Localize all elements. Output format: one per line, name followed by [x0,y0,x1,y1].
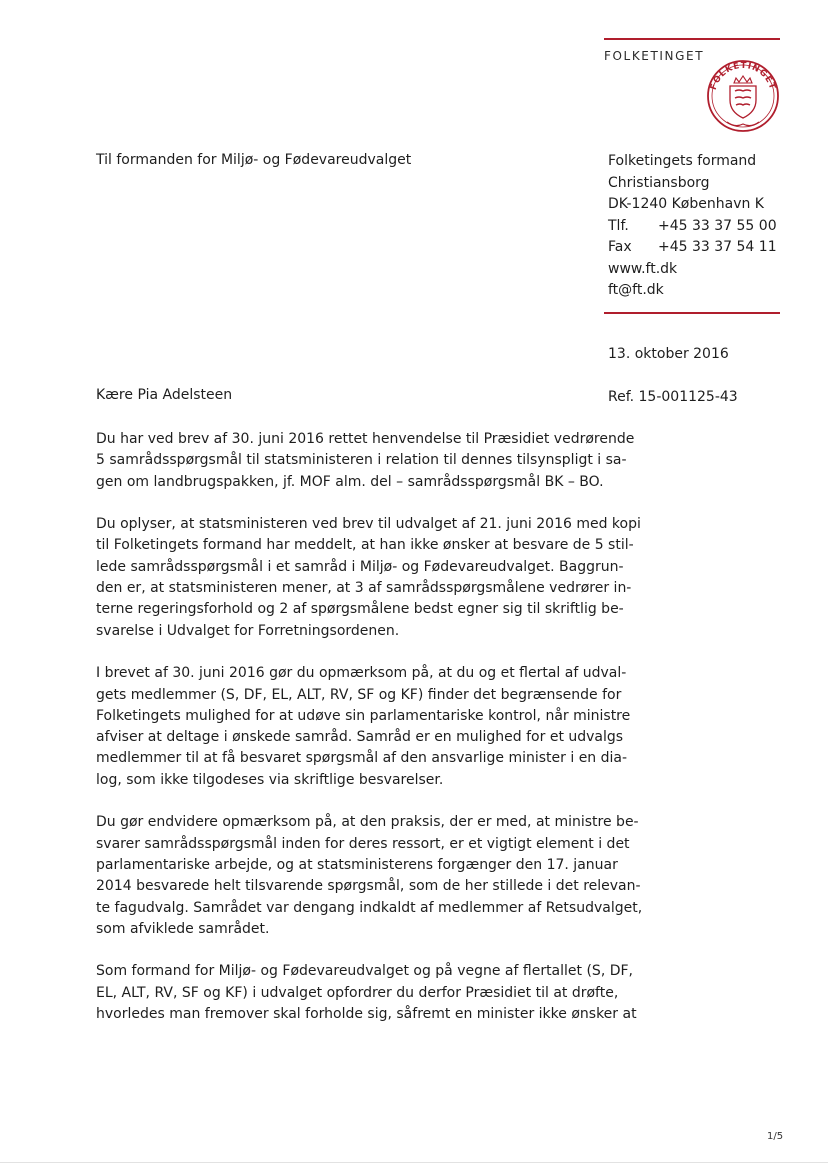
recipient-line: Til formanden for Miljø- og Fødevareudvalget [96,152,412,168]
folketinget-seal-icon [705,58,781,134]
fax-number: +45 33 37 54 11 [658,239,777,255]
text-line: parlamentariske arbejde, og at statsministerens forgænger den 17. januar [96,856,618,873]
text-line: Som formand for Miljø- og Fødevareudvalget og på vegne af flertallet (S, DF, [96,963,634,980]
text-line: lede samrådsspørgsmål i et samråd i Miljø- og Fødevareudvalget. Baggrun- [96,558,624,575]
text-line: 2014 besvarede helt tilsvarende spørgsmål, som de her stillede i det relevan- [96,878,641,895]
phone-number: +45 33 37 55 00 [658,217,777,234]
fax-label: Fax [608,239,632,255]
text-line: som afviklede samrådet. [96,920,270,937]
phone-label: Tlf. [608,217,629,234]
paragraph-2 [96,514,641,642]
text-line: svarer samrådsspørgsmål inden for deres ressort, er et vigtigt element i det [96,835,630,852]
text-line: terne regeringsforhold og 2 af spørgsmålene bedst egner sig til skriftlig be- [96,601,624,618]
paragraph-5 [96,961,637,1025]
text-line: Du oplyser, at statsministeren ved brev til udvalget af 21. juni 2016 med kopi [96,516,641,533]
sender-website: www.ft.dk [608,260,678,277]
text-line: gen om landbrugspakken, jf. MOF alm. del – samrådsspørgsmål BK – BO. [96,473,604,490]
text-line: te fagudvalg. Samrådet var dengang indkaldt af medlemmer af Retsudvalget, [96,899,643,916]
letter-date: 13. oktober 2016 [608,346,729,362]
brand-name: FOLKETINGET [604,49,705,63]
sender-name: Folketingets formand [608,153,757,169]
sender-phone-row [608,216,777,238]
text-line: I brevet af 30. juni 2016 gør du opmærksom på, at du og et flertal af udval- [96,665,627,682]
page-bottom-edge [0,1162,828,1163]
text-line: log, som ikke tilgodeses via skriftlige besvarelser. [96,771,444,788]
seal-text: FOLKETINGET [708,60,778,92]
salutation: Kære Pia Adelsteen [96,387,233,403]
text-line: Folketingets mulighed for at udøve sin parlamentariske kontrol, når ministre [96,707,631,724]
text-line: til Folketingets formand har meddelt, at han ikke ønsker at besvare de 5 stil- [96,537,634,554]
sender-block [608,151,777,302]
text-line: hvorledes man fremover skal forholde sig, såfremt en minister ikke ønsker at [96,1006,637,1023]
reference-number: Ref. 15-001125-43 [608,389,738,405]
text-line: 5 samrådsspørgsmål til statsministeren i relation til dennes tilsynspligt i sa- [96,452,627,469]
text-line: gets medlemmer (S, DF, EL, ALT, RV, SF og KF) finder det begrænsende for [96,686,622,703]
text-line: afviser at deltage i ønskede samråd. Samråd er en mulighed for et udvalgs [96,729,624,746]
sender-fax-row [608,237,777,259]
paragraph-1 [96,429,635,493]
text-line: den er, at statsministeren mener, at 3 af samrådsspørgsmålene vedrører in- [96,580,632,597]
page-number: 1/5 [767,1131,784,1142]
paragraph-3 [96,663,631,791]
sender-bottom-rule [604,312,780,314]
text-line: EL, ALT, RV, SF og KF) i udvalget opfordrer du derfor Præsidiet til at drøfte, [96,984,619,1001]
text-line: svarelse i Udvalget for Forretningsordenen. [96,622,400,639]
header-top-rule [604,38,780,40]
text-line: medlemmer til at få besvaret spørgsmål af den ansvarlige minister i en dia- [96,750,628,767]
paragraph-4 [96,812,643,940]
text-line: Du har ved brev af 30. juni 2016 rettet henvendelse til Præsidiet vedrørende [96,431,635,447]
letter-body [96,429,643,1047]
sender-email: ft@ft.dk [608,282,664,298]
sender-address-line1: Christiansborg [608,174,710,191]
sender-address-line2: DK-1240 København K [608,196,764,212]
text-line: Du gør endvidere opmærksom på, at den praksis, der er med, at ministre be- [96,814,639,831]
